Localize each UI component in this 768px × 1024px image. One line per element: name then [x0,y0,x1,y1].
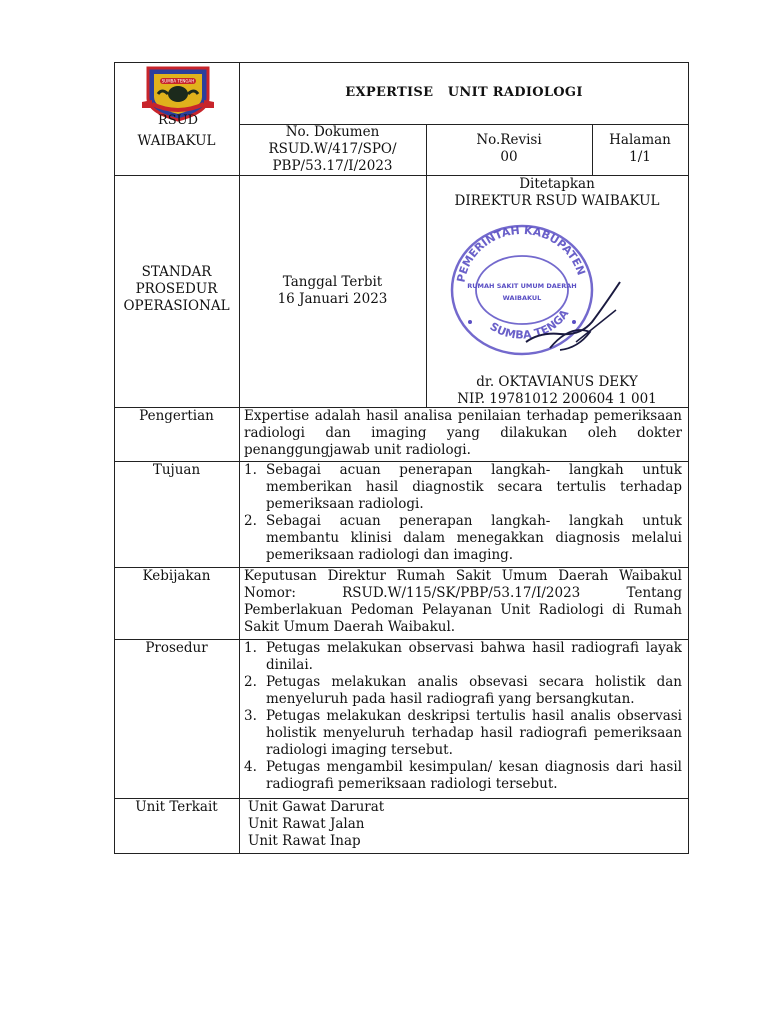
list-item: Unit Gawat Darurat [248,799,385,815]
table-border-top [114,62,689,63]
svg-text:WAIBAKUL: WAIBAKUL [502,294,542,302]
logo-text: RSUD [157,113,199,128]
svg-text:PEMERINTAH KABUPATEN: PEMERINTAH KABUPATEN [454,223,588,284]
list-item: 1. Petugas melakukan observasi bahwa hasil radiografi layak dinilai. [244,640,682,673]
list-item: 2. Sebagai acuan penerapan langkah- langkah untuk membantu klinisi dalam menegakkan diagnosis melalui pemeriksaan radiologi dan imaging. [244,513,682,563]
prosedur-label: Prosedur [145,640,208,656]
signature-icon [520,262,630,362]
table-border-left [114,62,115,854]
table-border-right [688,62,689,854]
svg-text:SUMBA TENGAH: SUMBA TENGA [487,307,572,342]
director-signature-block [426,374,688,408]
pengertian-label: Pengertian [139,408,214,424]
tujuan-label: Tujuan [152,462,201,478]
unit-terkait-list [248,799,678,850]
director-name: dr. OKTAVIANUS DEKY [476,374,638,390]
list-item: Unit Rawat Jalan [248,816,365,832]
page-title: EXPERTISE UNIT RADIOLOGI [345,85,583,100]
revision-cell [426,132,592,166]
sop-line-3: OPERASIONAL [123,298,230,314]
page-label: Halaman [609,132,671,148]
approval-cell [426,176,688,210]
issued-date: 16 Januari 2023 [277,291,388,307]
document-number-cell [239,124,426,175]
director-title: DIREKTUR RSUD WAIBAKUL [454,193,660,209]
svg-text:SUMBA TENGAH: SUMBA TENGAH [161,78,195,84]
page-cell [592,132,688,166]
sop-line-1: STANDAR [141,264,212,280]
list-item: Unit Rawat Inap [248,833,361,849]
director-signature [520,262,630,362]
pengertian-text: Expertise adalah hasil analisa penilaian terhadap pemeriksaan radiologi dan imaging yang dilakukan oleh dokter penanggungjawab unit radiologi. [244,408,682,458]
col-divider-body [239,407,240,854]
sop-label [114,264,239,315]
hospital-name: WAIBAKUL [137,133,216,149]
tujuan-list [244,462,682,564]
doc-number-line2: PBP/53.17/I/2023 [272,158,393,174]
unit-terkait-label: Unit Terkait [135,799,218,815]
list-item: 1. Sebagai acuan penerapan langkah- langkah untuk memberikan hasil diagnostik secara tertulis terhadap pemeriksaan radiologi. [244,462,682,512]
table-border-bottom [114,853,689,854]
list-item: 4. Petugas mengambil kesimpulan/ kesan diagnosis dari hasil radiografi pemeriksaan radiologi tersebut. [244,759,682,792]
svg-text:RUMAH SAKIT UMUM DAERAH: RUMAH SAKIT UMUM DAERAH [467,282,577,290]
list-item: 2. Petugas melakukan analis obsevasi secara holistik dan menyeluruh pada hasil radiografi yang bersangkutan. [244,674,682,707]
kebijakan-text: Keputusan Direktur Rumah Sakit Umum Daerah Waibakul Nomor: RSUD.W/115/SK/PBP/53.17/I/2023 Tentang Pemberlakuan Pedoman Pelayanan Unit Radiologi di Rumah Sakit Umum Daerah Waibakul. [244,568,682,635]
prosedur-list [244,640,682,793]
director-nip: NIP. 19781012 200604 1 001 [457,391,657,407]
revision-label: No.Revisi [476,132,542,148]
kebijakan-label: Kebijakan [142,568,211,584]
list-item: 3. Petugas melakukan deskripsi tertulis hasil analis observasi holistik menyeluruh terhadap hasil radiografi pemeriksaan radiologi imaging tersebut. [244,708,682,758]
col-divider-header [239,62,240,407]
page-value: 1/1 [629,149,651,165]
col-divider-mid [426,124,427,407]
sop-line-2: PROSEDUR [135,281,218,297]
issue-date-cell [239,274,426,308]
issued-label: Tanggal Terbit [282,274,383,290]
set-by-label: Ditetapkan [519,176,595,192]
doc-number-label: No. Dokumen [285,124,380,140]
doc-number-line1: RSUD.W/417/SPO/ [268,141,397,157]
revision-value: 00 [500,149,518,165]
